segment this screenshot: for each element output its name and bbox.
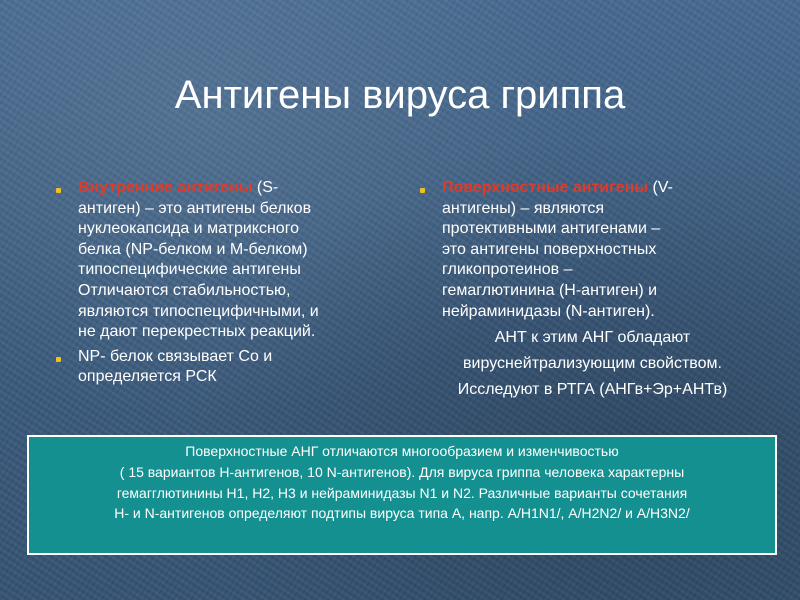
text-line: определяется РСК <box>78 368 217 386</box>
text-line: антигены) – являются <box>442 199 605 217</box>
text-line: антиген) – это антигены белков <box>78 199 312 217</box>
info-line: гемагглютинины Н1, Н2, Н3 и нейраминидазы N1 и N2. Различные варианты сочетания <box>116 484 688 501</box>
slide-title: Антигены вируса гриппа <box>174 73 626 117</box>
surface-antigens-column <box>420 178 765 402</box>
text-line: типоспецифические антигены <box>78 261 301 279</box>
variability-info-box <box>27 435 777 555</box>
internal-antigens-heading: Внутренние антигены <box>78 179 253 196</box>
text-line: протективными антигенами – <box>442 220 661 238</box>
text-line: это антигены поверхностных <box>442 240 657 258</box>
antibody-line: АНТ к этим АНГ обладают <box>494 329 691 347</box>
hai-test-line: Исследуют в РТГА (АНГв+Эр+АНТв) <box>457 381 728 399</box>
info-line: ( 15 вариантов Н-антигенов, 10 N-антигенов). Для вируса гриппа человека характерны <box>119 463 685 480</box>
text-line: NP- белок связывает Со и <box>78 347 273 365</box>
text-line: являются типоспецифичными, и <box>78 302 319 320</box>
internal-antigens-column <box>56 178 386 392</box>
internal-antigens-bullet <box>56 178 386 343</box>
surface-antigens-heading: Поверхностные антигены <box>442 179 649 196</box>
surface-antigens-bullet <box>420 178 765 322</box>
text-line: нуклеокапсида и матриксного <box>78 220 300 238</box>
bullet-square-icon <box>420 188 425 193</box>
text-line: белка (NP-белком и М-белком) <box>78 240 308 258</box>
info-line: Поверхностные АНГ отличаются многообразием и изменчивостью <box>185 443 619 459</box>
np-protein-bullet <box>56 347 386 388</box>
text-line: гликопротеинов – <box>442 261 573 279</box>
text-line: Отличаются стабильностью, <box>78 281 291 299</box>
bullet-square-icon <box>56 188 61 193</box>
neutralizing-line: вируснейтрализующим свойством. <box>463 355 722 373</box>
text-line: (V- <box>648 179 673 196</box>
text-line: не дают перекрестных реакций. <box>78 323 316 341</box>
text-line: (S- <box>252 179 279 196</box>
text-line: нейраминидазы (N-антиген). <box>442 302 655 320</box>
text-line: гемаглютинина (Н-антиген) и <box>442 281 658 299</box>
info-line: Н- и N-антигенов определяют подтипы вируса типа А, напр. А/Н1N1/, А/Н2N2/ и А/Н3N2/ <box>114 505 690 522</box>
bullet-square-icon <box>56 357 61 362</box>
